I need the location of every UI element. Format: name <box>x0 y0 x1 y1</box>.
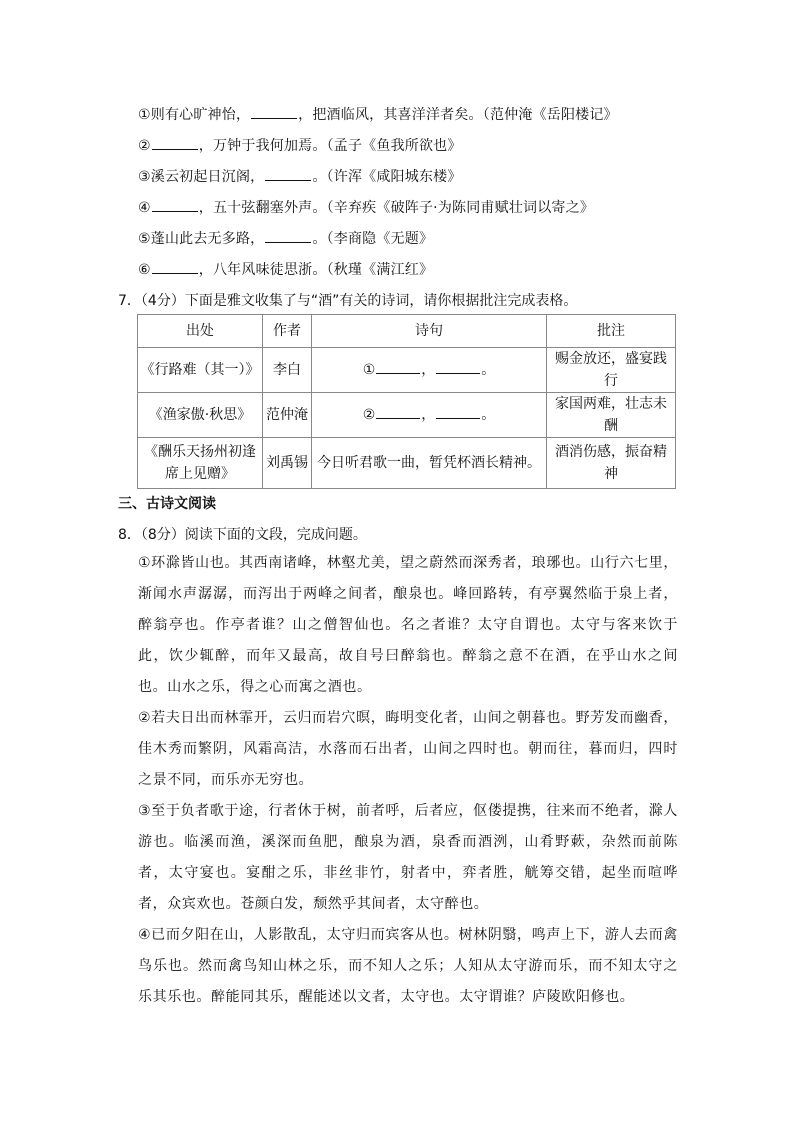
cell-poem: 今日听君歌一曲，暂凭杯酒长精神。 <box>312 438 547 489</box>
fill-item-text: ⑤蓬山此去无多路， <box>138 231 265 247</box>
paragraph-text: ④已而夕阳在山，人影散乱，太守归而宾客从也。树林阴翳，鸣声上下，游人去而禽鸟乐也。然而禽鸟知山林之乐，而不知人之乐；人知从太守游而乐，而不知太守之乐其乐也。醉能同其乐，醒能述以文者，太守也。太守谓谁？庐陵欧阳修也。 <box>138 927 678 1005</box>
fill-item-text: ③溪云初起日沉阁， <box>138 169 265 185</box>
fill-item-4 <box>138 197 594 217</box>
blank-number: ② <box>362 407 376 423</box>
answer-blank[interactable] <box>265 168 311 181</box>
fill-item-text: ，五十弦翻塞外声。（辛弃疾《破阵子·为陈同甫赋壮词以寄之》 <box>198 200 595 216</box>
passage-paragraph-2 <box>138 703 678 796</box>
fill-item-5 <box>138 228 433 248</box>
question-7-prompt: 7．（4分）下面是雅文收集了与“酒”有关的诗词，请你根据批注完成表格。 <box>118 293 578 309</box>
fill-item-text: 。（许浑《咸阳城东楼》 <box>312 169 462 185</box>
header-poem: 诗句 <box>312 315 547 348</box>
paragraph-text: ③至于负者歌于途，行者休于树，前者呼，后者应，伛偻提携，往来而不绝者，滁人游也。临溪而渔，溪深而鱼肥，酿泉为酒，泉香而酒洌，山肴野蔌，杂然而前陈者，太守宴也。宴酣之乐，非丝非竹，射者中，弈者胜，觥筹交错，起坐而喧哗者，众宾欢也。苍颜白发，颓然乎其间者，太守醉也。 <box>138 803 678 912</box>
answer-blank[interactable] <box>251 106 297 119</box>
fill-item-text: ② <box>138 138 151 154</box>
header-author: 作者 <box>263 315 312 348</box>
section-heading: 三、古诗文阅读 <box>118 496 216 512</box>
punctuation: 。 <box>481 362 496 378</box>
header-note: 批注 <box>547 315 676 348</box>
cell-poem <box>312 348 547 393</box>
fill-item-text: ⑥ <box>138 262 151 278</box>
passage-paragraph-3 <box>138 796 678 920</box>
answer-blank[interactable] <box>265 230 311 243</box>
blank-number: ① <box>362 362 376 378</box>
poem-table <box>137 314 676 489</box>
answer-blank[interactable] <box>376 406 420 419</box>
cell-author: 李白 <box>263 348 312 393</box>
question-8-prompt: 8．（8分）阅读下面的文段，完成问题。 <box>118 527 367 543</box>
cell-source: 《行路难（其一）》 <box>138 348 263 393</box>
fill-item-text: ，八年风味徒思浙。（秋瑾《满江红》 <box>198 262 434 278</box>
passage-paragraph-4 <box>138 920 678 1013</box>
fill-item-text: ，把酒临风，其喜洋洋者矣。（范仲淹《岳阳楼记》 <box>298 107 618 123</box>
answer-blank[interactable] <box>436 406 480 419</box>
fill-item-text: 。（李商隐《无题》 <box>312 231 434 247</box>
punctuation: ， <box>421 362 436 378</box>
passage-paragraph-1 <box>138 548 678 703</box>
fill-item-text: ④ <box>138 200 151 216</box>
header-source: 出处 <box>138 315 263 348</box>
answer-blank[interactable] <box>436 361 480 374</box>
table-row <box>138 393 676 438</box>
answer-blank[interactable] <box>376 361 420 374</box>
cell-note: 酒消伤感，振奋精神 <box>547 438 676 489</box>
cell-author: 刘禹锡 <box>263 438 312 489</box>
answer-blank[interactable] <box>152 137 198 150</box>
paragraph-text: ①环滁皆山也。其西南诸峰，林壑尤美，望之蔚然而深秀者，琅琊也。山行六七里，渐闻水声潺潺，而泻出于两峰之间者，酿泉也。峰回路转，有亭翼然临于泉上者，醉翁亭也。作亭者谁？山之僧智仙也。名之者谁？太守自谓也。太守与客来饮于此，饮少辄醉，而年又最高，故自号曰醉翁也。醉翁之意不在酒，在乎山水之间也。山水之乐，得之心而寓之酒也。 <box>138 555 678 695</box>
table-row <box>138 348 676 393</box>
answer-blank[interactable] <box>152 199 198 212</box>
cell-source <box>138 438 263 489</box>
fill-item-3 <box>138 166 462 186</box>
fill-item-1 <box>138 104 618 124</box>
punctuation: ， <box>421 407 436 423</box>
cell-note: 家国两难，壮志未酬 <box>547 393 676 438</box>
fill-item-2 <box>138 135 462 155</box>
cell-source: 《渔家傲·秋思》 <box>138 393 263 438</box>
fill-item-text: ①则有心旷神怡， <box>138 107 251 123</box>
cell-note: 赐金放还，盛宴践行 <box>547 348 676 393</box>
cell-author: 范仲淹 <box>263 393 312 438</box>
table-row <box>138 438 676 489</box>
punctuation: 。 <box>481 407 496 423</box>
cell-poem <box>312 393 547 438</box>
source-line: 《酬乐天扬州初逢 <box>144 444 256 460</box>
table-header-row <box>138 315 676 348</box>
fill-item-6 <box>138 259 433 279</box>
answer-blank[interactable] <box>152 261 198 274</box>
paragraph-text: ②若夫日出而林霏开，云归而岩穴暝，晦明变化者，山间之朝暮也。野芳发而幽香，佳木秀而繁阴，风霜高洁，水落而石出者，山间之四时也。朝而往，暮而归，四时之景不同，而乐亦无穷也。 <box>138 710 678 788</box>
source-line: 席上见赠》 <box>165 466 235 482</box>
fill-item-text: ，万钟于我何加焉。（孟子《鱼我所欲也》 <box>198 138 462 154</box>
